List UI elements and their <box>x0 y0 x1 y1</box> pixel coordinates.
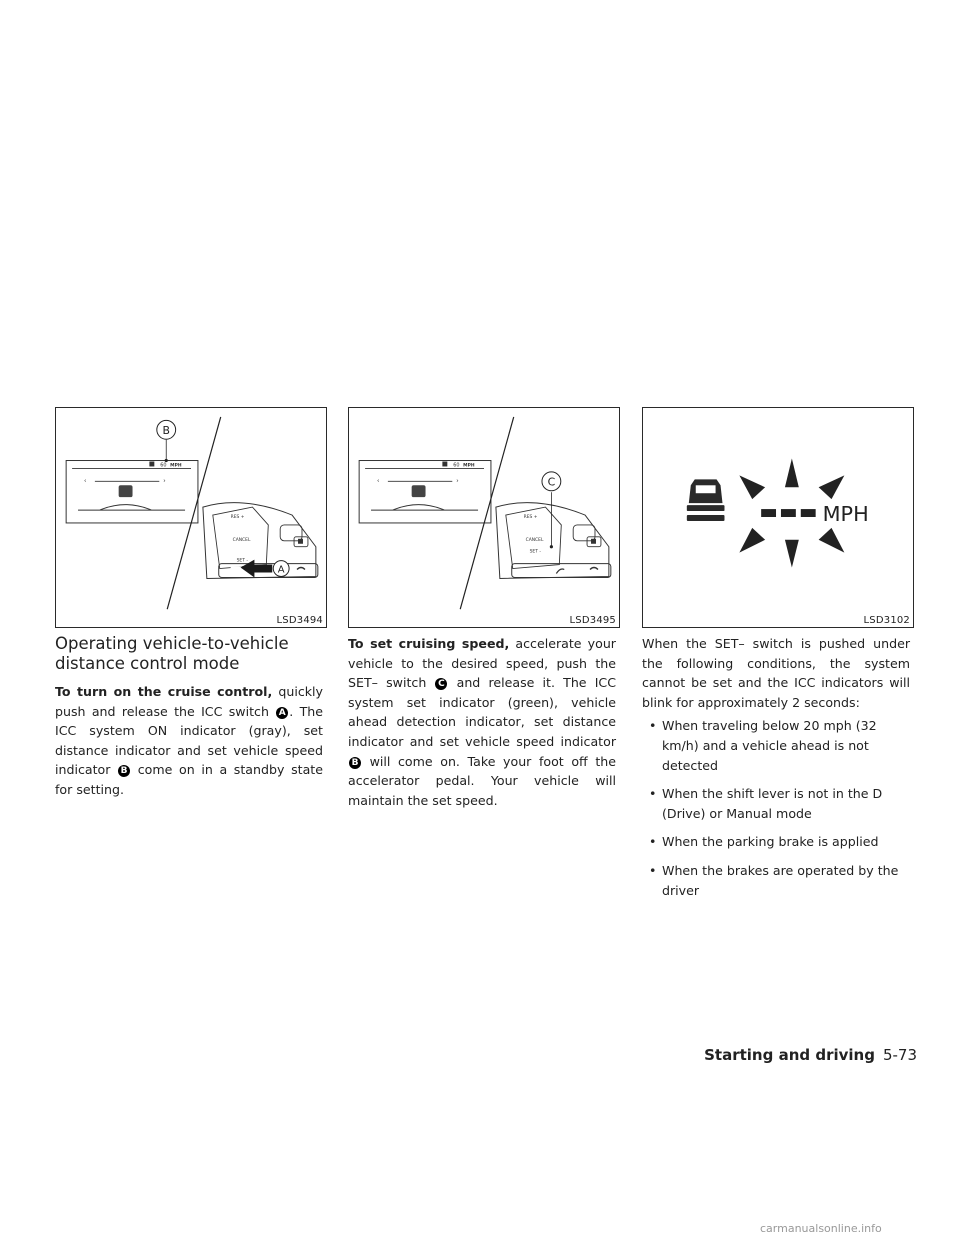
callout-b-badge: B <box>349 757 361 769</box>
display-speed: 60 <box>160 462 167 469</box>
callout-b: B <box>162 423 170 437</box>
callout-b-badge: B <box>118 765 130 777</box>
svg-text:‹: ‹ <box>376 477 380 485</box>
page-footer <box>704 1046 917 1064</box>
lead-text: To set cruising speed, <box>348 636 510 651</box>
button-set: SET - <box>236 558 248 564</box>
button-cancel: CANCEL <box>232 537 251 543</box>
list-item: • When traveling below 20 mph (32 km/h) and a vehicle ahead is not detected <box>642 716 910 775</box>
list-item: • When the brakes are operated by the driver <box>642 861 910 900</box>
vehicle-ahead-icon <box>687 479 725 521</box>
column-2 <box>348 634 616 810</box>
column-1 <box>55 634 323 800</box>
figure-blinking-indicators-illustration <box>643 408 913 627</box>
button-res: RES + <box>230 514 245 520</box>
figure-set-switch-illustration <box>349 408 619 627</box>
conditions-list <box>642 716 910 900</box>
callout-a: A <box>277 564 285 576</box>
paragraph-conditions: When the SET– switch is pushed under the following conditions, the system cannot be set and the ICC indicators will blink for approximately 2 seconds: <box>642 636 910 710</box>
lead-text: To turn on the cruise control, <box>55 684 273 699</box>
display-speed: 60 <box>453 462 460 469</box>
figure-label: LSD3494 <box>276 615 323 626</box>
figure-label: LSD3102 <box>863 615 910 626</box>
watermark: carmanualsonline.info <box>760 1222 882 1235</box>
button-cancel: CANCEL <box>525 537 544 543</box>
speed-unit: MPH <box>822 501 869 526</box>
footer-section-title: Starting and driving <box>704 1046 875 1064</box>
button-res: RES + <box>523 514 538 520</box>
display-unit: MPH <box>170 463 182 469</box>
svg-text:›: › <box>456 477 459 485</box>
page-number: 5-73 <box>882 1046 917 1064</box>
list-item: • When the parking brake is applied <box>642 832 910 852</box>
figure-label: LSD3495 <box>569 615 616 626</box>
paragraph-set-speed: To set cruising speed, accelerate your vehicle to the desired speed, push the SET– switch C and release it. The ICC system set indicator (green), vehicle ahead detection indicator, set distance indicator and set vehicle speed indicator B will come on. Take your foot off the accelerator pedal. Your vehicle will maintain the set speed. <box>348 636 616 808</box>
callout-c: C <box>547 475 556 489</box>
button-set: SET - <box>529 549 541 555</box>
svg-text:›: › <box>163 477 166 485</box>
figure-icc-switch-illustration <box>56 408 326 627</box>
column-3 <box>642 634 910 909</box>
section-heading: Operating vehicle-to-vehicle distance control mode <box>55 634 289 673</box>
display-unit: MPH <box>463 463 475 469</box>
callout-c-badge: C <box>435 678 447 690</box>
figure-icc-switch <box>55 407 327 628</box>
figure-set-switch <box>348 407 620 628</box>
svg-text:‹: ‹ <box>83 477 87 485</box>
list-item: • When the shift lever is not in the D (Drive) or Manual mode <box>642 784 910 823</box>
paragraph-turn-on: To turn on the cruise control, quickly push and release the ICC switch A . The ICC system ON indicator (gray), set distance indicator and set vehicle speed indicator B come on in a standby state for setting. <box>55 684 323 797</box>
callout-a-badge: A <box>276 707 288 719</box>
figure-blinking-indicators <box>642 407 914 628</box>
